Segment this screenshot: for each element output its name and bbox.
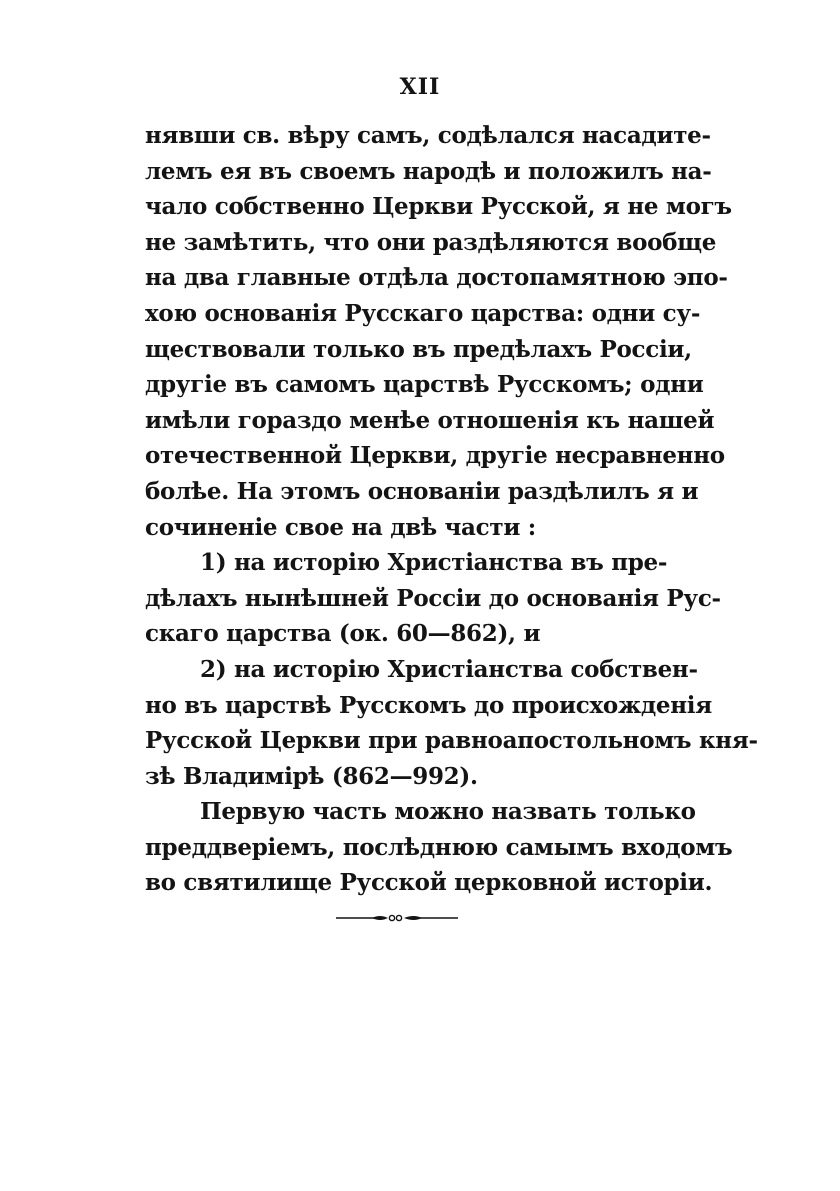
text-line: дѣлахъ нынѣшней Россіи до основанія Рус-	[145, 584, 721, 612]
text-line: 2) на исторію Христіанства собствен-	[200, 655, 698, 683]
text-line: другіе въ самомъ царствѣ Русскомъ; одни	[145, 371, 704, 399]
text-line: скаго царства (ок. 60—862), и	[145, 620, 541, 648]
text-line: во святилище Русской церковной исторіи.	[145, 869, 713, 897]
text-line: на два главные отдѣла достопамятною эпо-	[145, 264, 728, 292]
text-line: не замѣтить, что они раздѣляются вообще	[145, 228, 717, 256]
ornament-divider	[336, 906, 458, 930]
text-line: чало собственно Церкви Русской, я не могъ	[145, 193, 732, 221]
text-line: болѣе. На этомъ основаніи раздѣлилъ я и	[145, 477, 699, 505]
text-line: хою основанія Русскаго царства: одни су-	[145, 299, 701, 327]
text-line: 1) на исторію Христіанства въ пре-	[200, 549, 668, 577]
text-line: преддверіемъ, послѣднюю самымъ входомъ	[145, 833, 733, 861]
text-line: зѣ Владимірѣ (862—992).	[145, 762, 478, 790]
text-line: нявши св. вѣру самъ, содѣлался насадите-	[145, 122, 711, 149]
text-line: имѣли гораздо менѣе отношенія къ нашей	[145, 406, 715, 434]
text-line: лемъ ея въ своемъ народѣ и положилъ на-	[145, 157, 712, 185]
text-line: отечественной Церкви, другіе несравненно	[145, 442, 725, 470]
text-line: Первую часть можно назвать только	[200, 798, 696, 826]
text-line: но въ царствѣ Русскомъ до происхожденія	[145, 691, 712, 719]
page-number: XII	[399, 74, 441, 100]
text-line: сочиненіе свое на двѣ части :	[145, 513, 536, 541]
text-line: Русской Церкви при равноапостольномъ кня-	[145, 727, 758, 755]
body-text	[145, 118, 758, 901]
text-line: ществовали только въ предѣлахъ Россіи,	[145, 335, 692, 363]
